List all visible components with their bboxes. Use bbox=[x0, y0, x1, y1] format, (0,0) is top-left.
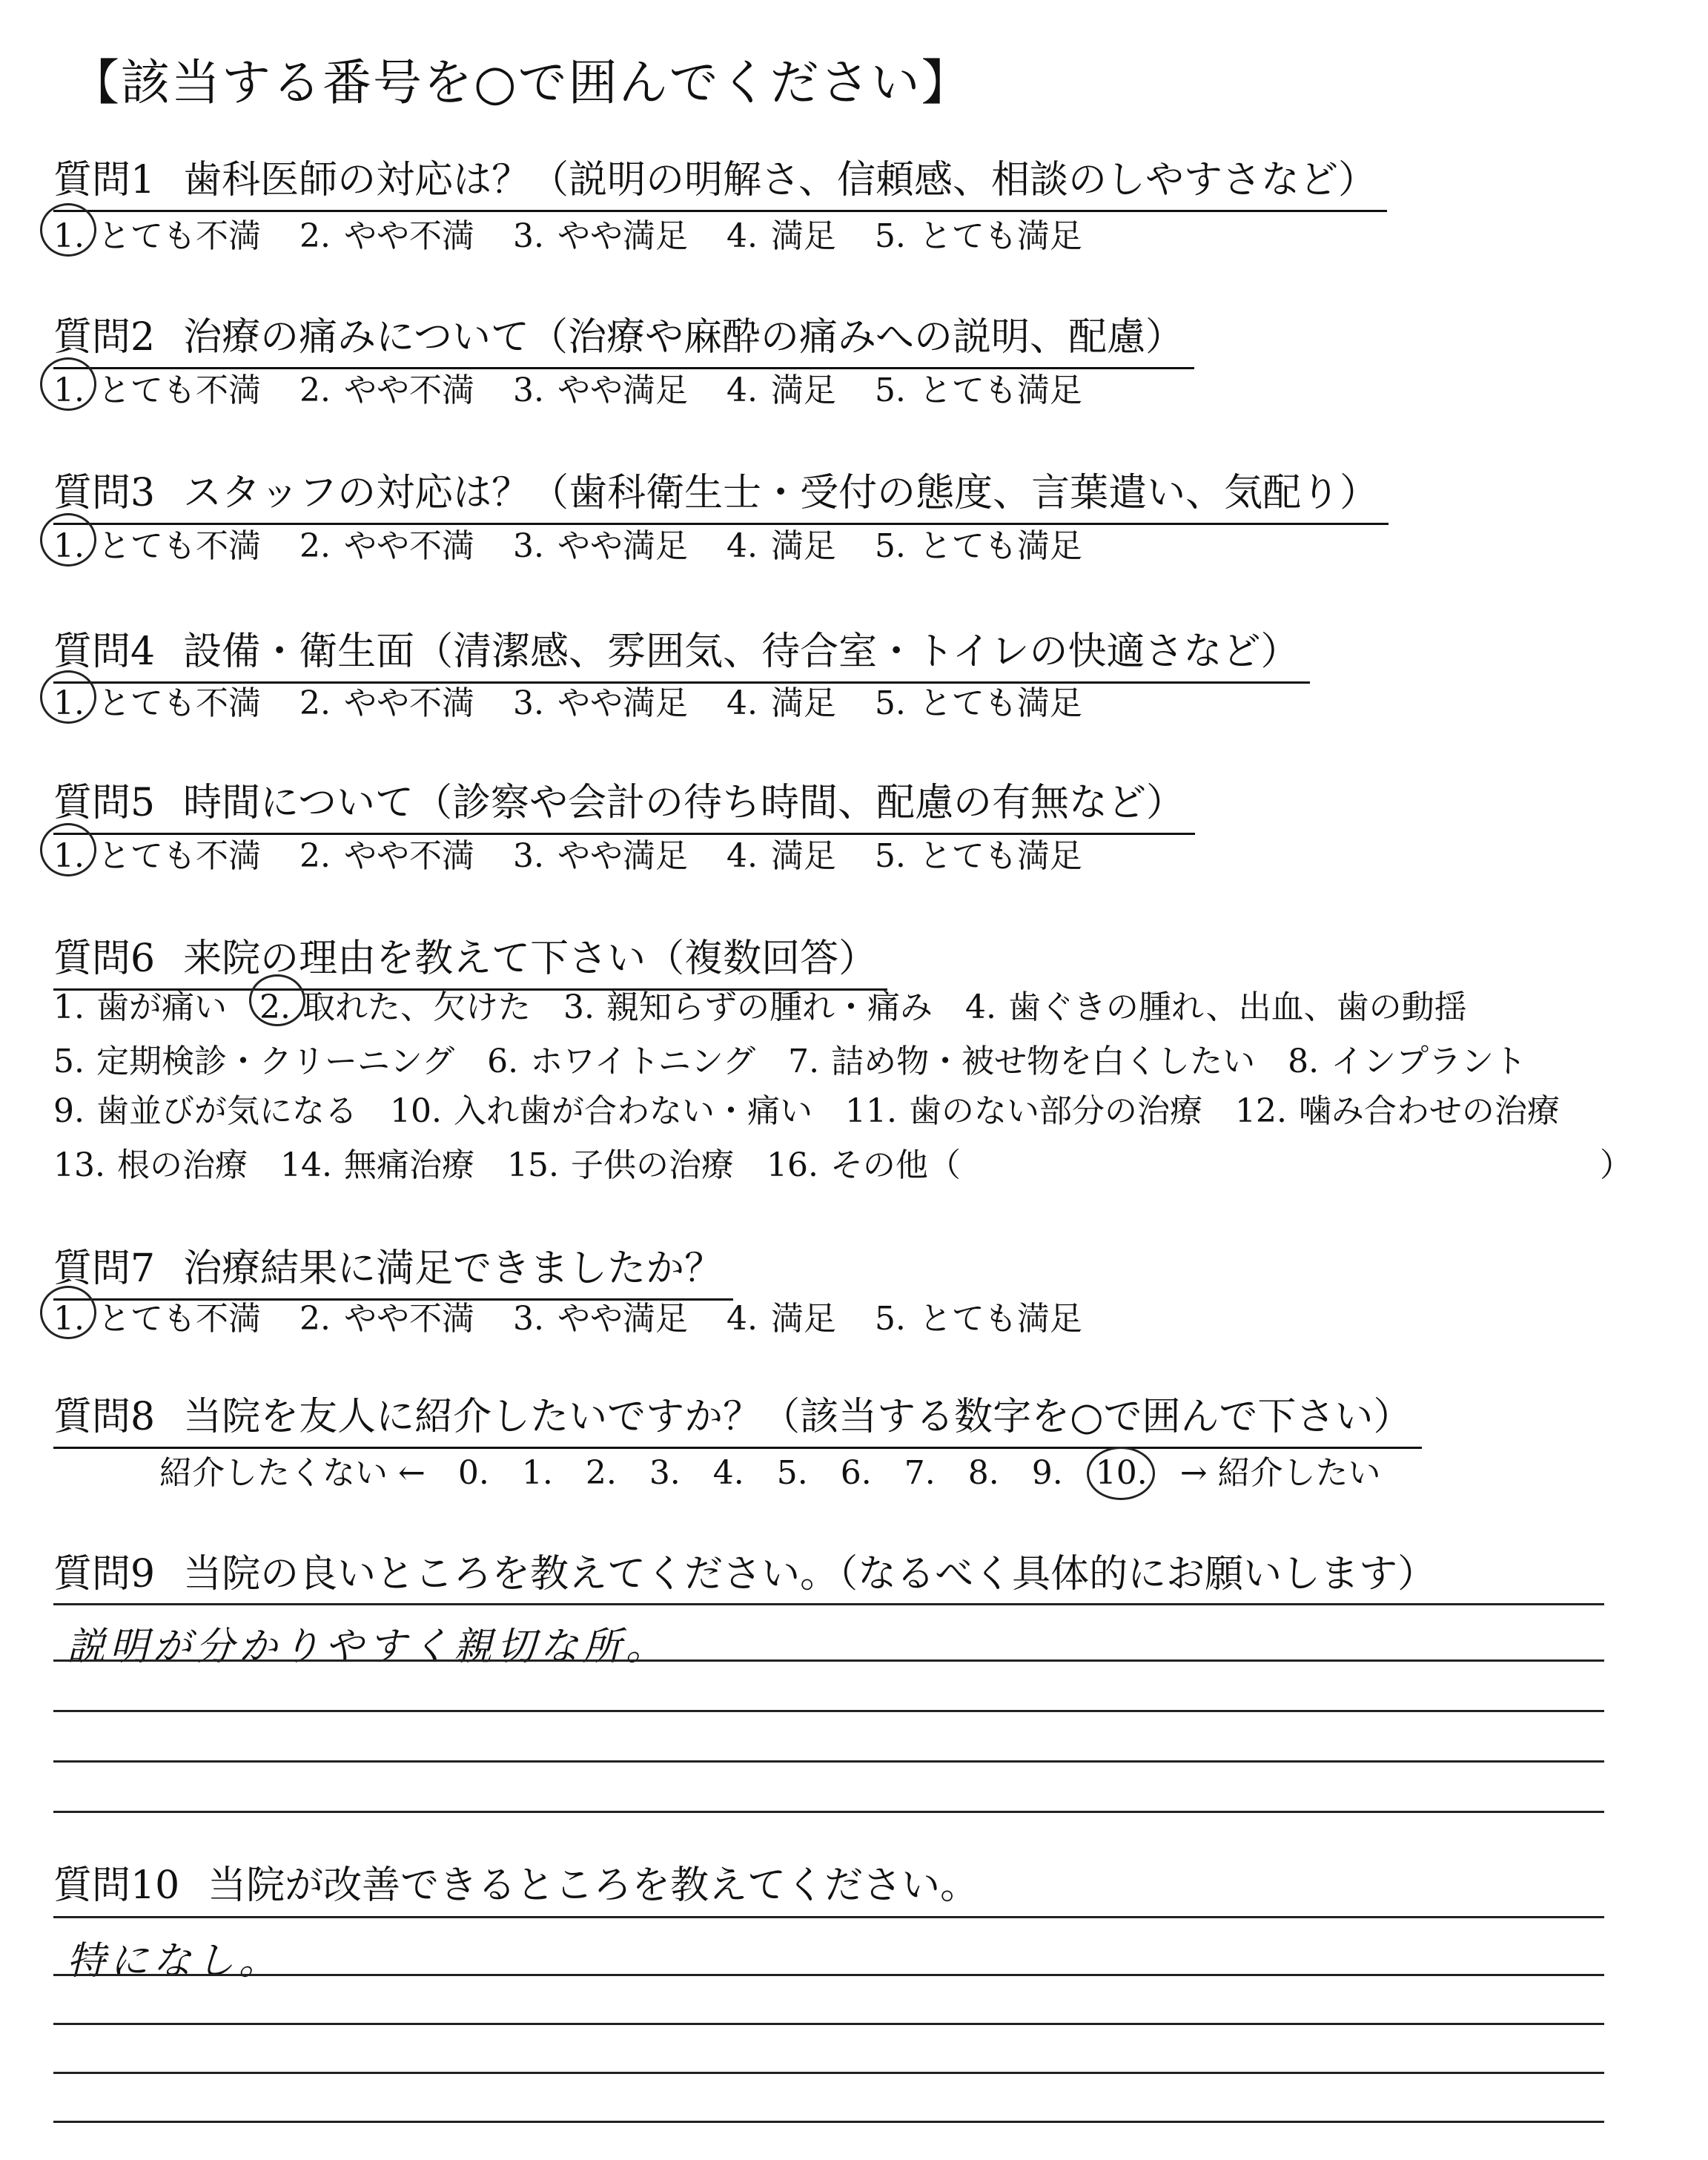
option-label: やや満足 bbox=[557, 837, 688, 875]
option-number: 9. bbox=[53, 1092, 85, 1130]
option-number: 2. bbox=[299, 527, 331, 565]
scale-number-text: 7. bbox=[904, 1454, 936, 1492]
reason-option[interactable] bbox=[53, 1034, 454, 1082]
rating-option[interactable] bbox=[299, 209, 474, 257]
question-5 bbox=[53, 771, 1195, 835]
rating-options-q5 bbox=[53, 829, 1121, 876]
option-label: やや不満 bbox=[343, 527, 474, 565]
option-label: とても満足 bbox=[918, 837, 1082, 875]
scale-number[interactable] bbox=[522, 1454, 553, 1492]
answer-line bbox=[53, 1760, 1604, 1763]
rating-option[interactable] bbox=[513, 363, 688, 411]
rating-option[interactable] bbox=[875, 519, 1082, 567]
rating-option[interactable] bbox=[726, 676, 836, 724]
option-number: 2. bbox=[299, 371, 331, 409]
reason-option[interactable] bbox=[965, 980, 1467, 1028]
option-number: 6. bbox=[487, 1043, 519, 1080]
option-label: 親知らずの腫れ・痛み bbox=[606, 988, 933, 1026]
option-number: 1. bbox=[53, 1300, 85, 1338]
scale-number-text: 9. bbox=[1031, 1454, 1063, 1492]
answer-line bbox=[53, 1974, 1604, 1976]
answer-line bbox=[53, 1710, 1604, 1712]
rating-option[interactable] bbox=[299, 363, 474, 411]
scale-number[interactable] bbox=[1032, 1454, 1063, 1492]
option-label: やや不満 bbox=[343, 684, 474, 722]
answer-line bbox=[53, 1811, 1604, 1813]
scale-number-text: 3. bbox=[649, 1454, 681, 1492]
scale-right-label: → 紹介したい bbox=[1179, 1454, 1381, 1492]
scale-number-text: 2. bbox=[585, 1454, 617, 1492]
option-number: 16. bbox=[766, 1146, 818, 1184]
rating-option[interactable] bbox=[875, 829, 1082, 876]
form-instruction-header: 【該当する番号を○で囲んでください】 bbox=[70, 54, 972, 111]
rating-option[interactable] bbox=[726, 519, 836, 567]
question-9 bbox=[53, 1542, 1446, 1604]
option-label: とても満足 bbox=[918, 684, 1082, 722]
option-number: 4. bbox=[726, 527, 758, 565]
reason-option[interactable] bbox=[1235, 1084, 1560, 1132]
option-number: 3. bbox=[512, 217, 544, 255]
scale-number[interactable] bbox=[586, 1454, 617, 1492]
option-number: 14. bbox=[279, 1146, 332, 1184]
question-text: 当院が改善できるところを教えてください。 bbox=[208, 1863, 979, 1908]
option-label: やや満足 bbox=[557, 684, 688, 722]
scale-number-text: 4. bbox=[712, 1454, 744, 1492]
option-label: とても不満 bbox=[97, 837, 261, 875]
option-number: 10. bbox=[389, 1092, 442, 1130]
rating-options-q7 bbox=[53, 1292, 1121, 1339]
other-close-paren: ） bbox=[1600, 1146, 1632, 1184]
reason-option[interactable] bbox=[563, 980, 933, 1028]
reason-option[interactable] bbox=[1288, 1034, 1526, 1082]
option-number: 3. bbox=[512, 684, 544, 722]
option-number: 5. bbox=[874, 1300, 906, 1338]
option-label: 取れた、欠けた bbox=[302, 988, 531, 1026]
rating-option[interactable] bbox=[726, 209, 836, 257]
option-label: 無痛治療 bbox=[343, 1146, 474, 1184]
option-number: 3. bbox=[512, 371, 544, 409]
scale-number[interactable] bbox=[841, 1454, 872, 1492]
scale-number-text: 8. bbox=[967, 1454, 999, 1492]
option-label: 歯のない部分の治療 bbox=[908, 1092, 1202, 1130]
option-label: やや満足 bbox=[557, 371, 688, 409]
question-number: 質問6 bbox=[53, 937, 156, 981]
option-number: 5. bbox=[874, 527, 906, 565]
reason-option[interactable] bbox=[507, 1138, 734, 1186]
option-number: 5. bbox=[874, 837, 906, 875]
question-10 bbox=[53, 1854, 989, 1915]
question-number: 質問5 bbox=[53, 781, 156, 825]
reason-option[interactable] bbox=[53, 1084, 357, 1132]
rating-option[interactable] bbox=[299, 829, 474, 876]
scale-number[interactable] bbox=[968, 1454, 999, 1492]
scale-number-text: 0. bbox=[457, 1454, 489, 1492]
reason-option[interactable] bbox=[390, 1084, 812, 1132]
option-number: 4. bbox=[964, 988, 996, 1026]
scale-number-text: 5. bbox=[776, 1454, 808, 1492]
rating-option[interactable] bbox=[513, 209, 688, 257]
option-label: とても満足 bbox=[918, 527, 1082, 565]
question-number: 質問9 bbox=[53, 1552, 156, 1596]
question-number: 質問3 bbox=[53, 471, 156, 515]
scale-left-label: 紹介したくない ← bbox=[159, 1454, 426, 1492]
rating-options-q3 bbox=[53, 519, 1121, 567]
q10-handwritten-answer: 特になし。 bbox=[67, 1939, 282, 1984]
rating-options-q1 bbox=[53, 209, 1121, 257]
option-label: やや不満 bbox=[343, 371, 474, 409]
option-label: 定期検診・クリーニング bbox=[96, 1043, 455, 1080]
question-1 bbox=[53, 148, 1387, 212]
scale-number[interactable] bbox=[458, 1454, 489, 1492]
scale-number[interactable] bbox=[649, 1454, 681, 1492]
option-number: 5. bbox=[874, 371, 906, 409]
option-label: 歯並びが気になる bbox=[96, 1092, 357, 1130]
question-text: 時間について（診察や会計の待ち時間、配慮の有無など） bbox=[183, 781, 1185, 825]
question-3 bbox=[53, 461, 1388, 525]
answer-line bbox=[53, 1659, 1604, 1662]
option-number: 2. bbox=[299, 684, 331, 722]
scale-number[interactable] bbox=[777, 1454, 808, 1492]
option-label: 詰め物・被せ物を白くしたい bbox=[831, 1043, 1256, 1080]
rating-option[interactable] bbox=[53, 829, 261, 876]
question-number: 質問1 bbox=[53, 158, 156, 202]
option-number: 2. bbox=[259, 988, 291, 1026]
option-number: 1. bbox=[53, 684, 85, 722]
rating-option[interactable] bbox=[875, 676, 1082, 724]
answer-line bbox=[53, 1916, 1604, 1918]
option-label: とても不満 bbox=[97, 1300, 261, 1338]
question-2 bbox=[53, 305, 1194, 369]
question-number: 質問7 bbox=[53, 1246, 156, 1291]
scale-number-text: 1. bbox=[521, 1454, 553, 1492]
option-label: インプラント bbox=[1331, 1043, 1527, 1080]
rating-option[interactable] bbox=[53, 209, 261, 257]
scale-number[interactable] bbox=[904, 1454, 936, 1492]
rating-options-q2 bbox=[53, 363, 1121, 411]
option-number: 4. bbox=[726, 837, 758, 875]
option-label: 子供の治療 bbox=[570, 1146, 734, 1184]
option-number: 1. bbox=[53, 988, 85, 1026]
question-text: 歯科医師の対応は？（説明の明解さ、信頼感、相談のしやすさなど） bbox=[183, 158, 1377, 202]
question-number: 質問10 bbox=[53, 1863, 180, 1908]
rating-option[interactable] bbox=[726, 1292, 836, 1339]
rating-option[interactable] bbox=[513, 829, 688, 876]
option-number: 1. bbox=[53, 837, 85, 875]
option-number: 4. bbox=[726, 1300, 758, 1338]
option-number: 3. bbox=[512, 527, 544, 565]
question-8 bbox=[53, 1385, 1422, 1449]
reason-option[interactable] bbox=[487, 1034, 755, 1082]
rating-option[interactable] bbox=[299, 1292, 474, 1339]
option-label: とても不満 bbox=[97, 371, 261, 409]
option-label: やや満足 bbox=[557, 527, 688, 565]
question-text: 当院の良いところを教えてください。（なるべく具体的にお願いします） bbox=[183, 1552, 1437, 1596]
option-number: 1. bbox=[53, 217, 85, 255]
rating-options-q4 bbox=[53, 676, 1121, 724]
option-label: 満足 bbox=[770, 217, 836, 255]
reason-row bbox=[53, 1138, 993, 1186]
reason-option[interactable] bbox=[767, 1138, 961, 1186]
option-number: 3. bbox=[512, 837, 544, 875]
question-4 bbox=[53, 620, 1310, 684]
option-label: 満足 bbox=[770, 527, 836, 565]
rating-option[interactable] bbox=[53, 363, 261, 411]
rating-option[interactable] bbox=[726, 363, 836, 411]
reason-option[interactable] bbox=[259, 980, 531, 1028]
scale-number-text: 10. bbox=[1095, 1454, 1148, 1492]
option-number: 3. bbox=[563, 988, 595, 1026]
option-label: やや満足 bbox=[557, 217, 688, 255]
option-label: 歯が痛い bbox=[96, 988, 227, 1026]
option-label: とても満足 bbox=[918, 1300, 1082, 1338]
question-text: スタッフの対応は？（歯科衛生士・受付の態度、言葉遣い、気配り） bbox=[183, 471, 1379, 515]
question-text: 治療の痛みについて（治療や麻酔の痛みへの説明、配慮） bbox=[183, 315, 1185, 360]
scale-number[interactable] bbox=[713, 1454, 744, 1492]
option-number: 4. bbox=[726, 217, 758, 255]
answer-line bbox=[53, 2023, 1604, 2025]
rating-option[interactable] bbox=[299, 519, 474, 567]
question-text: 治療結果に満足できましたか？ bbox=[183, 1246, 724, 1291]
reason-option[interactable] bbox=[53, 980, 227, 1028]
option-label: とても満足 bbox=[918, 217, 1082, 255]
question-text: 来院の理由を教えて下さい（複数回答） bbox=[183, 937, 878, 981]
rating-option[interactable] bbox=[875, 1292, 1082, 1339]
rating-option[interactable] bbox=[726, 829, 836, 876]
rating-option[interactable] bbox=[299, 676, 474, 724]
option-number: 1. bbox=[53, 371, 85, 409]
option-label: 根の治療 bbox=[116, 1146, 248, 1184]
option-label: 入れ歯が合わない・痛い bbox=[453, 1092, 812, 1130]
rating-option[interactable] bbox=[513, 676, 688, 724]
option-number: 2. bbox=[299, 217, 331, 255]
option-label: 満足 bbox=[770, 837, 836, 875]
reason-option[interactable] bbox=[280, 1138, 474, 1186]
reason-option[interactable] bbox=[788, 1034, 1255, 1082]
q9-handwritten-answer: 説明が分かりやすく親切な所。 bbox=[67, 1625, 669, 1669]
question-number: 質問4 bbox=[53, 630, 156, 674]
option-number: 7. bbox=[788, 1043, 820, 1080]
reason-row bbox=[53, 1084, 1592, 1132]
option-number: 1. bbox=[53, 527, 85, 565]
reason-option[interactable] bbox=[53, 1138, 248, 1186]
option-number: 15. bbox=[506, 1146, 559, 1184]
option-label: とても満足 bbox=[918, 371, 1082, 409]
rating-option[interactable] bbox=[875, 363, 1082, 411]
option-label: 歯ぐきの腫れ、出血、歯の動揺 bbox=[1007, 988, 1467, 1026]
option-number: 5. bbox=[874, 684, 906, 722]
option-label: 噛み合わせの治療 bbox=[1298, 1092, 1560, 1130]
option-number: 4. bbox=[726, 371, 758, 409]
option-number: 2. bbox=[299, 837, 331, 875]
option-label: 満足 bbox=[770, 684, 836, 722]
option-label: 満足 bbox=[770, 1300, 836, 1338]
question-number: 質問2 bbox=[53, 315, 156, 360]
option-label: その他（ bbox=[830, 1146, 961, 1184]
option-number: 4. bbox=[726, 684, 758, 722]
reason-option[interactable] bbox=[845, 1084, 1202, 1132]
question-text: 当院を友人に紹介したいですか？（該当する数字を○で囲んで下さい） bbox=[183, 1395, 1412, 1439]
option-number: 2. bbox=[299, 1300, 331, 1338]
option-number: 12. bbox=[1234, 1092, 1287, 1130]
rating-option[interactable] bbox=[513, 1292, 688, 1339]
answer-line bbox=[53, 1603, 1604, 1605]
option-number: 5. bbox=[53, 1043, 85, 1080]
scale-number-text: 6. bbox=[840, 1454, 872, 1492]
scale-number[interactable] bbox=[1096, 1454, 1148, 1492]
option-number: 8. bbox=[1288, 1043, 1320, 1080]
option-label: 満足 bbox=[770, 371, 836, 409]
option-label: やや不満 bbox=[343, 837, 474, 875]
option-number: 5. bbox=[874, 217, 906, 255]
option-number: 3. bbox=[512, 1300, 544, 1338]
rating-option[interactable] bbox=[875, 209, 1082, 257]
option-number: 13. bbox=[53, 1146, 105, 1184]
rating-option[interactable] bbox=[513, 519, 688, 567]
rating-option[interactable] bbox=[53, 676, 261, 724]
option-label: やや不満 bbox=[343, 1300, 474, 1338]
option-label: とても不満 bbox=[97, 217, 261, 255]
option-label: ホワイトニング bbox=[530, 1043, 756, 1080]
option-number: 11. bbox=[844, 1092, 897, 1130]
reason-row bbox=[53, 1034, 1559, 1082]
recommend-scale bbox=[159, 1446, 1381, 1493]
rating-option[interactable] bbox=[53, 519, 261, 567]
reason-row bbox=[53, 980, 1500, 1028]
option-label: とても不満 bbox=[97, 527, 261, 565]
option-label: とても不満 bbox=[97, 684, 261, 722]
rating-option[interactable] bbox=[53, 1292, 261, 1339]
answer-line bbox=[53, 2121, 1604, 2123]
option-label: やや不満 bbox=[343, 217, 474, 255]
option-label: やや満足 bbox=[557, 1300, 688, 1338]
question-text: 設備・衛生面（清潔感、雰囲気、待合室・トイレの快適さなど） bbox=[183, 630, 1300, 674]
question-number: 質問8 bbox=[53, 1395, 156, 1439]
answer-line bbox=[53, 2072, 1604, 2074]
